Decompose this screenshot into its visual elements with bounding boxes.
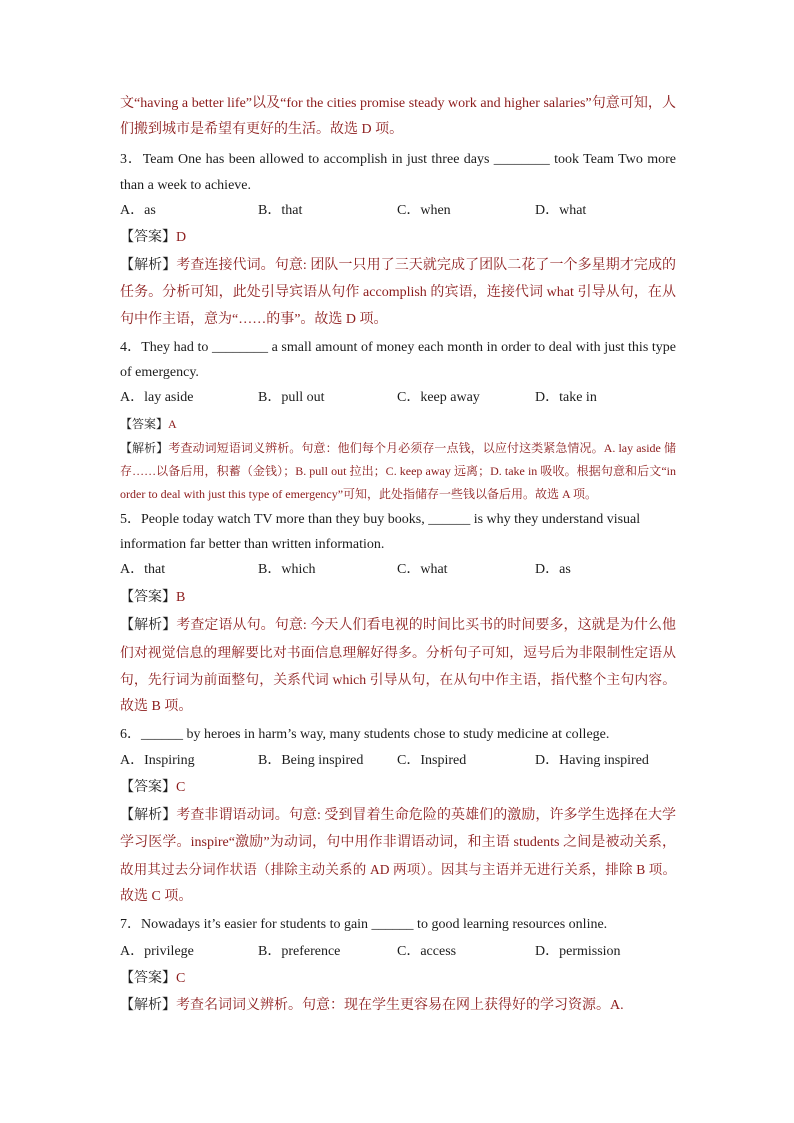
option-c: C．what [397,562,448,577]
option-d: D．what [535,203,587,218]
option-b: B．Being inspired [258,753,364,768]
question-stem: than a week to achieve. [120,178,251,193]
question-stem: 4．They had to ________ a small amount of money each month in order to deal with just this type [120,340,676,355]
answer-value: C [176,971,186,986]
question-stem: information far better than written information. [120,537,385,552]
analysis-text: 考查名词词义辨析。句意：现在学生更容易在网上获得好的学习资源。A. [176,998,624,1013]
option-b: B．that [258,203,303,218]
answer-label: 【答案】 [120,590,176,605]
answer-label: 【答案】 [120,417,169,431]
analysis-line: 学习医学。inspire“激励”为动词，句中用作非谓语动词，和主语 students 之间是被动关系， [120,835,676,850]
question-stem: 5．People today watch TV more than they buy books, ______ is why they understand visual [120,512,641,527]
answer-line [120,777,676,799]
analysis-label: 【解析】 [120,998,176,1013]
answer-line [120,968,676,990]
answer-line [120,587,676,609]
options-row [120,200,676,222]
options-row [120,387,676,409]
options-row [120,941,676,963]
option-c: C．access [397,944,457,959]
option-b: B．preference [258,944,341,959]
analysis-line [120,995,676,1017]
option-d: D．permission [535,944,621,959]
answer-line [120,227,676,249]
answer-value: B [176,590,186,605]
analysis-line: 们对视觉信息的理解要比对书面信息理解好得多。分析句子可知，逗号后为非限制性定语从 [120,645,676,660]
options-row [120,559,676,581]
option-a: A．as [120,203,156,218]
answer-label: 【答案】 [120,971,176,986]
option-c: C．keep away [397,390,480,405]
option-b: B．which [258,562,316,577]
answer-line [120,414,676,434]
analysis-text: 考查连接代词。句意: 团队一只用了三天就完成了团队二花了一个多星期才完成的 [176,258,677,273]
analysis-line: 任务。分析可知，此处引导宾语从句作 accomplish 的宾语，连接代词 what 引导从句，在从 [120,285,676,300]
analysis-line: 们搬到城市是希望有更好的生活。故选 D 项。 [120,122,404,137]
analysis-label: 【解析】 [120,441,169,455]
analysis-text: 考查定语从句。句意: 今天人们看电视的时间比买书的时间要多，这就是为什么他 [176,618,677,633]
answer-label: 【答案】 [120,230,176,245]
analysis-line: 故选 B 项。 [120,699,193,714]
analysis-line: 句中作主语，意为“……的事”。故选 D 项。 [120,312,388,327]
analysis-line: order to deal with just this type of emergency”可知，此处指储存一些钱以备后用。故选 A 项。 [120,487,598,501]
option-b: B．pull out [258,390,325,405]
options-row [120,750,676,772]
analysis-label: 【解析】 [120,258,177,273]
option-d: D．take in [535,390,597,405]
answer-value: D [176,230,187,245]
analysis-label: 【解析】 [120,808,177,823]
analysis-line [120,805,676,827]
question-stem: 3．Team One has been allowed to accomplish in just three days ________ took Team Two more [120,152,676,167]
analysis-line [120,438,676,458]
option-a: A．privilege [120,944,194,959]
question-stem: 7．Nowadays it’s easier for students to gain ______ to good learning resources online. [120,917,608,932]
analysis-line: 故选 C 项。 [120,889,193,904]
question-stem: 6．______ by heroes in harm’s way, many students chose to study medicine at college. [120,727,610,742]
analysis-line: 存……以备后用，积蓄（金钱）；B. pull out 拉出；C. keep away 远离；D. take in 吸收。根据句意和后文“in [120,464,676,478]
answer-value: A [168,417,177,431]
option-a: A．lay aside [120,390,194,405]
analysis-line: 文“having a better life”以及“for the cities promise steady work and higher salaries”句意可知，人 [120,96,676,111]
analysis-text: 考查动词短语词义辨析。句意：他们每个月必须存一点钱，以应付这类紧急情况。A. lay aside 储 [168,441,676,455]
option-d: D．as [535,562,571,577]
question-stem: of emergency. [120,365,199,380]
analysis-line [120,615,676,637]
option-a: A．that [120,562,166,577]
analysis-line: 故用其过去分词作状语（排除主动关系的 AD 两项）。因其与主语并无进行关系，排除 B 项。 [120,862,676,877]
analysis-text: 考查非谓语动词。句意: 受到冒着生命危险的英雄们的激励，许多学生选择在大学 [176,808,677,823]
answer-value: C [176,780,186,795]
option-a: A．Inspiring [120,753,195,768]
option-c: C．Inspired [397,753,467,768]
answer-label: 【答案】 [120,780,176,795]
option-c: C．when [397,203,451,218]
analysis-label: 【解析】 [120,618,177,633]
analysis-line: 句，先行词为前面整句，关系代词 which 引导从句，在从句中作主语，指代整个主句内容。 [120,672,676,687]
analysis-line [120,255,676,277]
option-d: D．Having inspired [535,753,649,768]
